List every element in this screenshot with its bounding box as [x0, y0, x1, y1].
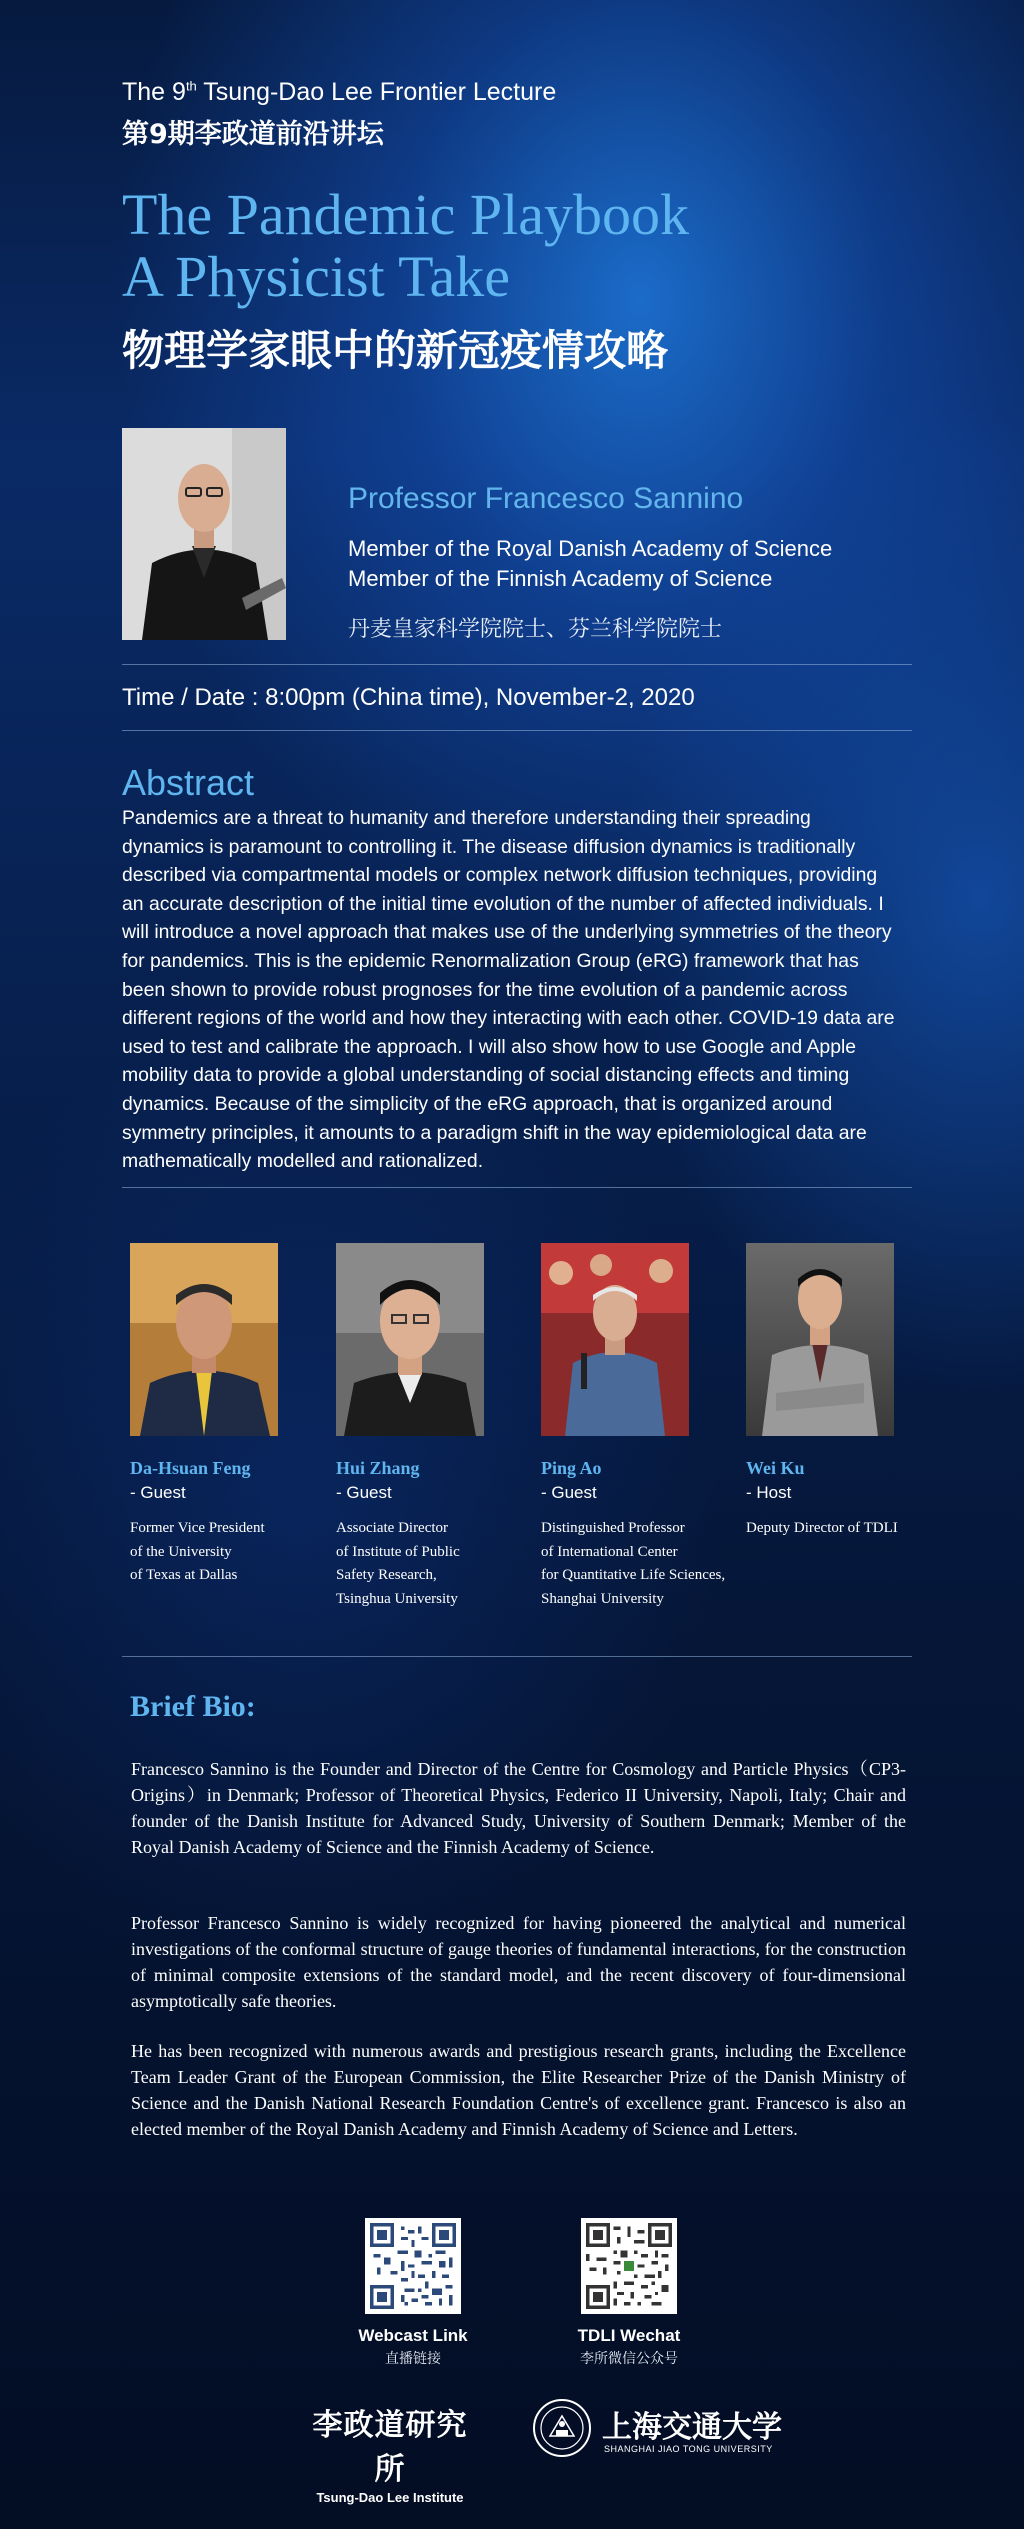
sjtu-logo-en: SHANGHAI JIAO TONG UNIVERSITY	[604, 2444, 773, 2454]
guest-name: Wei Ku	[746, 1458, 805, 1478]
guest-description-line: for Quantitative Life Sciences,	[541, 1567, 726, 1583]
guest-name: Ping Ao	[541, 1458, 602, 1478]
guest-role: - Guest	[130, 1483, 186, 1502]
title-cn: 物理学家眼中的新冠疫情攻略	[122, 326, 669, 375]
guest-name: Hui Zhang	[336, 1458, 420, 1478]
guest-card	[746, 1243, 936, 1541]
guest-description-line: of Texas at Dallas	[130, 1567, 238, 1583]
tdli-logo-en: Tsung-Dao Lee Institute	[316, 2490, 464, 2505]
sjtu-logo	[532, 2394, 782, 2462]
guest-description-line: Associate Director	[336, 1520, 449, 1536]
guest-role: - Guest	[336, 1483, 392, 1502]
guest-description-line: Former Vice President	[130, 1520, 265, 1536]
guest-card	[130, 1243, 320, 1588]
lecture-datetime: Time / Date : 8:00pm (China time), November-2, 2020	[122, 684, 695, 711]
guest-description-line: Safety Research,	[336, 1567, 437, 1583]
guest-description-line: of Institute of Public	[336, 1543, 460, 1560]
abstract-body: Pandemics are a threat to humanity and therefore understanding their spreading dynamics is paramount to controlling it. The disease diffusion dynamics is traditionally described via compartmental models or complex network diffusion techniques, providing an accurate description of the initial time evolution of the number of affected individuals. I will introduce a novel approach that makes use of the underlying symmetries of the theory for pandemics. This is the epidemic Renormalization Group (eRG) framework that has been shown to provide robust prognoses for the time evolution of a pandemic across different regions of the world and how they interacting with each other. COVID-19 data are used to test and calibrate the approach. I will also show how to use Google and Apple mobility data to provide a global understanding of social distancing effects and timing dynamics. Because of the simplicity of the eRG approach, that is organized around symmetry principles, it amounts to a paradigm shift in the way epidemiological data are mathematically modelled and rationalized.	[122, 807, 895, 1173]
wechat-qr-sublabel: 李所微信公众号	[580, 2351, 678, 2367]
guest-card	[336, 1243, 526, 1611]
speaker-photo	[122, 428, 286, 640]
guest-description-line: of International Center	[541, 1543, 678, 1560]
divider	[122, 664, 912, 665]
bio-paragraph: Professor Francesco Sannino is widely recognized for having pioneered the analytical and numerical investigations of the conformal structure of gauge theories of fundamental interactions, for the construction of minimal composite extensions of the standard model, and the recent discovery of four-dimensional asymptotically safe theories.	[131, 1913, 906, 2011]
abstract-heading: Abstract	[122, 762, 255, 803]
webcast-qr-sublabel: 直播链接	[385, 2351, 441, 2367]
tdli-logo	[305, 2400, 475, 2505]
wechat-qr-block[interactable]	[549, 2218, 709, 2368]
title-line-1: The Pandemic Playbook	[122, 182, 690, 247]
guest-card	[541, 1243, 731, 1611]
webcast-qr-block[interactable]	[333, 2218, 493, 2368]
guest-photo	[541, 1243, 689, 1436]
guest-description-line: Shanghai University	[541, 1590, 664, 1607]
guest-description	[130, 1517, 320, 1588]
guest-description-line: of the University	[130, 1543, 232, 1560]
lecture-series-ordinal: th	[185, 78, 197, 94]
wechat-qr-code[interactable]	[581, 2218, 677, 2314]
divider	[122, 1187, 912, 1188]
speaker-name: Professor Francesco Sannino	[348, 482, 744, 515]
guest-photo	[130, 1243, 278, 1436]
tdli-logo-cn: 李政道研究所	[312, 2408, 468, 2487]
divider	[122, 1656, 912, 1657]
webcast-qr-code[interactable]	[365, 2218, 461, 2314]
speaker-membership-1: Member of the Royal Danish Academy of Science	[348, 536, 833, 561]
guest-description-line: Tsinghua University	[336, 1590, 458, 1607]
guest-photo	[746, 1243, 894, 1436]
guest-name: Da-Hsuan Feng	[130, 1458, 251, 1478]
title-line-2: A Physicist Take	[122, 244, 510, 309]
guest-role: - Guest	[541, 1483, 597, 1502]
guest-description	[541, 1517, 731, 1611]
wechat-qr-label: TDLI Wechat	[577, 2326, 681, 2345]
lecture-series-en	[122, 78, 556, 107]
speaker-membership-cn: 丹麦皇家科学院院士、芬兰科学院院士	[348, 617, 723, 642]
speaker-membership-2: Member of the Finnish Academy of Science	[348, 566, 773, 591]
guest-description-line: Distinguished Professor	[541, 1520, 685, 1536]
guest-role: - Host	[746, 1483, 792, 1502]
lecture-series-suffix: Tsung-Dao Lee Frontier Lecture	[196, 78, 557, 106]
sjtu-emblem-icon	[532, 2398, 592, 2458]
lecture-series-cn: 第9期李政道前沿讲坛	[122, 119, 384, 150]
bio-paragraph: He has been recognized with numerous awards and prestigious research grants, including the Excellence Team Leader Grant of the European Commission, the Elite Researcher Prize of the Danish Ministry of Science and the Danish National Research Foundation Centre's of excellence grant. Francesco is also an elected member of the Royal Danish Academy and Finnish Academy of Science and Letters.	[131, 2041, 906, 2139]
bio-heading: Brief Bio:	[130, 1690, 256, 1723]
guest-description	[746, 1517, 936, 1541]
guest-description	[336, 1517, 526, 1611]
webcast-qr-label: Webcast Link	[358, 2326, 468, 2345]
lecture-series-prefix: The 9	[122, 78, 186, 106]
guest-photo	[336, 1243, 484, 1436]
bio-paragraph: Francesco Sannino is the Founder and Director of the Centre for Cosmology and Particle Physics（CP3-Origins）in Denmark; Professor of Theoretical Physics, Federico II University, Napoli, Italy; Chair and founder of the Danish Institute for Advanced Study, University of Southern Denmark; Member of the Royal Danish Academy of Science and the Finnish Academy of Science.	[131, 1759, 906, 1857]
sjtu-logo-cn: 上海交通大学	[602, 2410, 782, 2445]
divider	[122, 730, 912, 731]
guest-description-line: Deputy Director of TDLI	[746, 1520, 898, 1536]
